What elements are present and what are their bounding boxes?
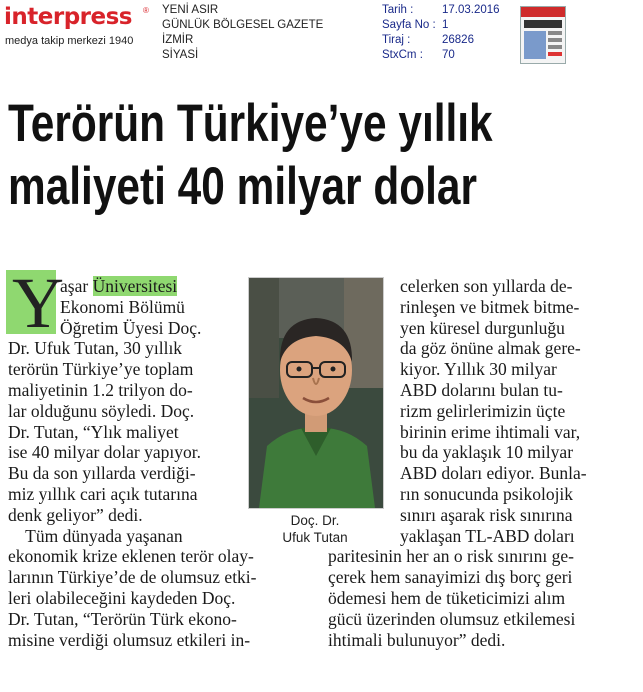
article-line: sınırı aşarak risk sınırına [400, 504, 573, 525]
registered-mark: ® [143, 6, 149, 15]
article-line: ABD doları ediyor. Bunla- [400, 463, 587, 484]
newspaper-section: SİYASİ [162, 49, 199, 61]
article-line: lar olduğunu söyledi. Doç. [8, 400, 195, 421]
meta-row-page [382, 18, 500, 33]
article-line: ekonomik krize eklenen terör olay- [8, 546, 254, 567]
article-line: misine verdiği olumsuz etkileri in- [8, 629, 251, 650]
page-thumbnail[interactable] [520, 6, 566, 64]
caption-name: Ufuk Tutan [282, 530, 348, 545]
article-line: rizm gelirlerimizin üçte [400, 400, 566, 421]
article-line: Ekonomi Bölümü [60, 296, 185, 317]
meta-value: 1 [442, 19, 449, 31]
article-line: Dr. Tutan, “Terörün Türk ekono- [8, 608, 237, 629]
interpress-logo [4, 4, 149, 48]
meta-value: 70 [442, 49, 455, 61]
newspaper-type: GÜNLÜK BÖLGESEL GAZETE [162, 19, 324, 31]
logo-wordmark: interpress [4, 4, 132, 30]
article-line: miz yıllık cari açık tutarına [8, 483, 198, 504]
article-column-1 [8, 276, 257, 650]
article-line: yen küresel durgunluğu [400, 317, 565, 338]
article-line: da göz önüne almak gere- [400, 338, 581, 359]
meta-label: Tarih : [382, 4, 414, 16]
article-line: ise 40 milyar dolar yapıyor. [8, 442, 201, 463]
headline-line-1: Terörün Türkiye’ye yıllık [8, 94, 493, 153]
article-line: ABD dolarını bulan tu- [400, 379, 563, 400]
article-line: Dr. Tutan, “Ylık maliyet [8, 421, 179, 442]
caption-title: Doç. Dr. [290, 513, 340, 528]
meta-row-date [382, 3, 500, 18]
meta-label: StxCm : [382, 49, 423, 61]
article-line: terörün Türkiye’ye toplam [8, 359, 194, 380]
article-line: birinin erime ihtimali var, [400, 421, 581, 442]
meta-value: 17.03.2016 [442, 4, 500, 16]
article-line: paritesinin her an o risk sınırını ge- [328, 546, 574, 567]
article-line: Bu da son yıllarda verdiği- [8, 463, 196, 484]
article-line: gücü üzerinden olumsuz etkilemesi [328, 608, 576, 629]
article-line: celerken son yıllarda de- [400, 276, 573, 296]
meta-label: Tiraj : [382, 34, 411, 46]
logo-tagline: medya takip merkezi 1940 [5, 35, 134, 47]
article-line: leri olabileceğini kaydeden Doç. [8, 587, 236, 608]
article-line: ihtimali bulunuyor” dedi. [328, 629, 506, 650]
article-line: Tüm dünyada yaşanan [8, 525, 183, 546]
meta-label: Sayfa No : [382, 19, 436, 31]
article-line: rın sonucunda psikolojik [400, 483, 574, 504]
article-line: çerek hem sanayimizi dış borç geri [328, 567, 573, 588]
headline-line-2: maliyeti 40 milyar dolar [8, 157, 477, 216]
article-line: yaklaşan TL-ABD doları [400, 525, 575, 546]
newspaper-city: İZMİR [162, 34, 194, 46]
clipping-meta [382, 3, 500, 63]
article-line: Öğretim Üyesi Doç. [60, 317, 202, 338]
article-line: denk geliyor” dedi. [8, 504, 143, 525]
meta-value: 26826 [442, 34, 474, 46]
article-line: maliyetinin 1.2 trilyon do- [8, 379, 193, 400]
highlight-university: Üniversitesi [92, 276, 178, 296]
article-line: larının Türkiye’de de olumsuz etki- [8, 567, 257, 588]
article-line: kiyor. Yıllık 30 milyar [400, 359, 557, 380]
article-line: bu da yaklaşık 10 milyar [400, 442, 574, 463]
dropcap-letter: Y [12, 263, 64, 343]
source-info [162, 3, 323, 63]
article-line: aşar Üniversitesi [60, 276, 178, 296]
article-line: ödemesi hem de tüketicimizi alım [328, 587, 566, 608]
headline [8, 92, 510, 218]
article-column-2 [328, 276, 633, 650]
meta-row-circulation [382, 33, 500, 48]
article-line: Dr. Ufuk Tutan, 30 yıllık [8, 338, 183, 359]
meta-row-stxcm [382, 48, 500, 63]
article-line: rinleşen ve bitmek bitme- [400, 296, 580, 317]
newspaper-name: YENİ ASIR [162, 4, 219, 16]
